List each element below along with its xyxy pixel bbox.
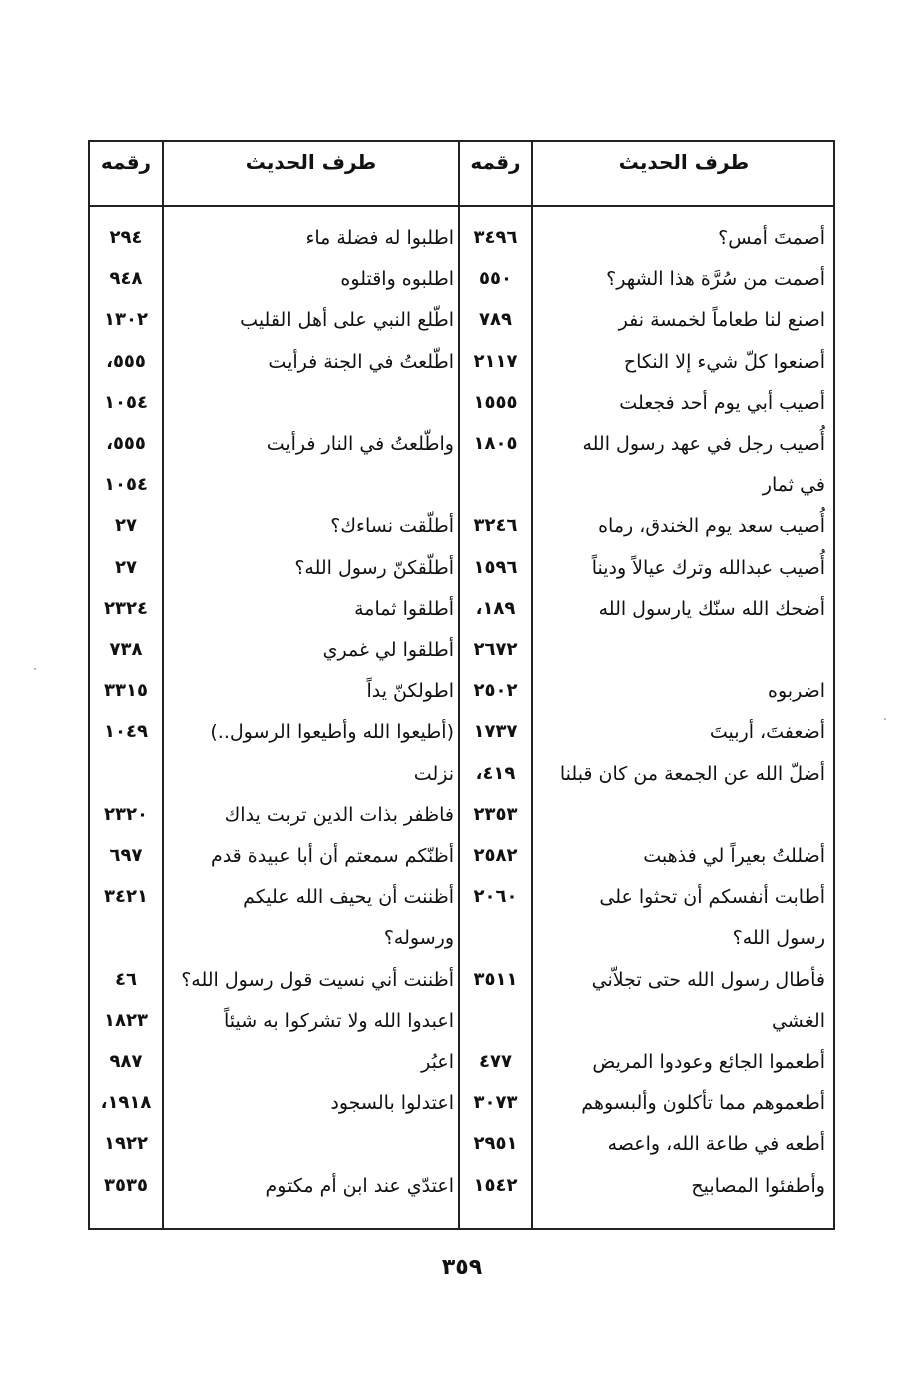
hadith-text-left: اعتدلوا بالسجود bbox=[330, 1092, 454, 1115]
hadith-number-right bbox=[460, 1001, 531, 1041]
hadith-number-right: ٣٥١١ bbox=[473, 968, 518, 990]
hadith-text-right: أضلّ الله عن الجمعة من كان قبلنا bbox=[559, 762, 825, 785]
hadith-text-right: في ثمار bbox=[762, 474, 825, 497]
hadith-number-left: ١٩١٨، bbox=[100, 1092, 152, 1114]
hadith-text-right: أطابت أنفسكم أن تحثوا على bbox=[599, 886, 825, 909]
hadith-number-left: ٧٣٨ bbox=[109, 639, 143, 660]
hadith-number-left: ٢٧ bbox=[115, 515, 137, 537]
hadith-number-right: ٢٥٠٢ bbox=[473, 680, 518, 702]
hadith-text-right: أطعموا الجائع وعودوا المريض bbox=[592, 1051, 825, 1073]
header-hadith-left: طرف الحديث bbox=[245, 150, 377, 174]
hadith-text-right: أصمت من سُرَّة هذا الشهر؟ bbox=[606, 268, 825, 291]
hadith-text-left: واطّلعتُ في النار فرأيت bbox=[266, 433, 454, 455]
hadith-number-left: ٩٤٨ bbox=[109, 268, 143, 290]
hadith-number-right: ٢٩٥١ bbox=[473, 1133, 518, 1155]
hadith-text-left: أطلقوا ثمامة bbox=[354, 597, 454, 620]
hadith-number-left: ٤٦ bbox=[115, 968, 137, 990]
hadith-text-right: أضعفتَ، أربيتَ bbox=[709, 721, 825, 744]
header-hadith-right: طرف الحديث bbox=[618, 150, 750, 174]
hadith-number-left: ١٩٢٢ bbox=[104, 1133, 148, 1155]
hadith-number-right: ٧٨٩ bbox=[479, 309, 512, 331]
hadith-number-left: ٢٣٢٠ bbox=[104, 803, 148, 825]
hadith-number-left: ٥٥٥، bbox=[106, 433, 146, 454]
hadith-text-right: أُصيب سعد يوم الخندق، رماه bbox=[598, 515, 825, 538]
hadith-number-left: ٥٥٥، bbox=[106, 350, 146, 372]
hadith-text-left: أظنّكم سمعتم أن أبا عبيدة قدم bbox=[210, 845, 454, 867]
hadith-number-right: ٤٧٧ bbox=[479, 1051, 512, 1072]
hadith-text-left: اعبُر bbox=[421, 1051, 454, 1073]
hadith-text-left: أطلّقكنّ رسول الله؟ bbox=[294, 556, 454, 579]
hadith-text-left: اعتدّي عند ابن أم مكتوم bbox=[265, 1174, 454, 1197]
hadith-number-right: ٢٠٦٠ bbox=[473, 886, 518, 908]
column-divider bbox=[162, 140, 164, 1230]
hadith-number-left: ١٠٥٤ bbox=[104, 474, 148, 496]
hadith-text-left bbox=[170, 383, 454, 423]
hadith-text-left: اطلبوه واقتلوه bbox=[340, 268, 454, 291]
hadith-number-left: ٢٧ bbox=[115, 556, 137, 578]
hadith-number-right: ٣٠٧٣ bbox=[473, 1092, 518, 1114]
hadith-text-right: أطعه في طاعة الله، واعصه bbox=[607, 1133, 825, 1156]
hadith-text-left: اطولكنّ يداً bbox=[366, 680, 454, 703]
hadith-number-right: ٢١١٧ bbox=[473, 350, 518, 372]
hadith-text-left: فاظفر بذات الدين تربت يداك bbox=[224, 803, 454, 826]
hadith-text-right: أضحك الله سنّك يارسول الله bbox=[598, 597, 825, 620]
hadith-text-left: أطلقوا لي غمري bbox=[322, 639, 454, 661]
hadith-text-right: أُصيب عبدالله وترك عيالاً وديناً bbox=[591, 556, 825, 579]
hadith-number-left: ٢٣٢٤ bbox=[104, 597, 148, 619]
hadith-text-right bbox=[541, 795, 825, 835]
hadith-number-right: ٢٥٨٢ bbox=[473, 845, 518, 866]
hadith-number-left: ١٠٤٩ bbox=[104, 721, 148, 743]
scan-speck bbox=[884, 718, 886, 720]
hadith-number-left: ٣٣١٥ bbox=[104, 680, 148, 702]
hadith-number-right: ٢٣٥٣ bbox=[473, 803, 518, 825]
hadith-text-right: أصنعوا كلّ شيء إلا النكاح bbox=[623, 350, 825, 373]
hadith-number-left: ٦٩٧ bbox=[109, 845, 143, 866]
hadith-text-left bbox=[170, 1124, 454, 1164]
hadith-number-right bbox=[460, 918, 531, 958]
hadith-number-right: ١٥٥٥ bbox=[473, 391, 518, 413]
hadith-number-right: ١٥٩٦ bbox=[473, 556, 518, 578]
hadith-number-left bbox=[90, 754, 162, 794]
header-number-right: رقمه bbox=[470, 150, 521, 174]
hadith-text-right: اصنع لنا طعاماً لخمسة نفر bbox=[618, 309, 825, 332]
hadith-text-left: أظننت أني نسيت قول رسول الله؟ bbox=[181, 968, 454, 991]
hadith-number-right: ٤١٩، bbox=[475, 762, 516, 784]
hadith-number-left: ١٠٥٤ bbox=[104, 391, 148, 413]
hadith-text-right: أُصيب رجل في عهد رسول الله bbox=[582, 433, 825, 455]
hadith-number-right bbox=[460, 465, 531, 505]
hadith-text-right bbox=[541, 630, 825, 670]
hadith-text-right: فأطال رسول الله حتى تجلاّني bbox=[591, 968, 825, 991]
hadith-number-left bbox=[90, 918, 162, 958]
hadith-text-left: أظننت أن يحيف الله عليكم bbox=[243, 886, 454, 909]
hadith-number-right: ١٥٤٢ bbox=[473, 1174, 518, 1196]
hadith-text-left bbox=[170, 465, 454, 505]
hadith-text-left: ورسوله؟ bbox=[383, 927, 454, 950]
hadith-number-right: ٣٤٩٦ bbox=[473, 227, 518, 248]
hadith-text-right: أضللتُ بعيراً لي فذهبت bbox=[643, 845, 825, 867]
hadith-number-left: ٣٥٣٥ bbox=[104, 1174, 148, 1196]
hadith-text-right: أصيب أبي يوم أحد فجعلت bbox=[619, 391, 825, 414]
hadith-number-right: ١٨٩، bbox=[475, 597, 516, 619]
hadith-number-right: ٢٦٧٢ bbox=[473, 639, 518, 660]
hadith-text-left: اطلبوا له فضلة ماء bbox=[305, 227, 454, 249]
hadith-text-left: (أطيعوا الله وأطيعوا الرسول..) bbox=[210, 721, 454, 744]
hadith-text-right: أطعموهم مما تأكلون وألبسوهم bbox=[581, 1092, 825, 1115]
hadith-text-left: اعبدوا الله ولا تشركوا به شيئاً bbox=[223, 1009, 454, 1032]
hadith-number-right: ٣٢٤٦ bbox=[473, 515, 518, 537]
hadith-number-right: ١٨٠٥ bbox=[473, 433, 518, 454]
hadith-text-right: وأطفئوا المصابيح bbox=[691, 1174, 825, 1197]
column-divider bbox=[531, 140, 533, 1230]
hadith-text-right: الغشي bbox=[771, 1009, 825, 1032]
header-number-left: رقمه bbox=[100, 150, 152, 174]
page-number: ٣٥٩ bbox=[441, 1255, 483, 1280]
hadith-text-left: نزلت bbox=[413, 762, 454, 785]
hadith-number-left: ٢٩٤ bbox=[109, 227, 143, 248]
hadith-text-right: اضربوه bbox=[768, 680, 825, 703]
hadith-number-left: ٩٨٧ bbox=[109, 1051, 143, 1072]
hadith-number-left: ١٣٠٢ bbox=[104, 309, 148, 331]
hadith-number-right: ١٧٣٧ bbox=[473, 721, 518, 743]
scan-speck bbox=[34, 668, 36, 670]
hadith-text-right: أصمتَ أمس؟ bbox=[718, 227, 825, 249]
hadith-text-left: اطّلعتُ في الجنة فرأيت bbox=[268, 350, 454, 373]
hadith-text-left: أطلّقت نساءك؟ bbox=[330, 515, 454, 538]
hadith-number-left: ١٨٢٣ bbox=[104, 1009, 148, 1031]
hadith-text-left: اطّلع النبي على أهل القليب bbox=[240, 309, 454, 332]
hadith-text-right: رسول الله؟ bbox=[732, 927, 825, 950]
hadith-number-left: ٣٤٢١ bbox=[104, 886, 148, 908]
header-divider bbox=[88, 205, 835, 207]
hadith-number-right: ٥٥٠ bbox=[479, 268, 512, 290]
